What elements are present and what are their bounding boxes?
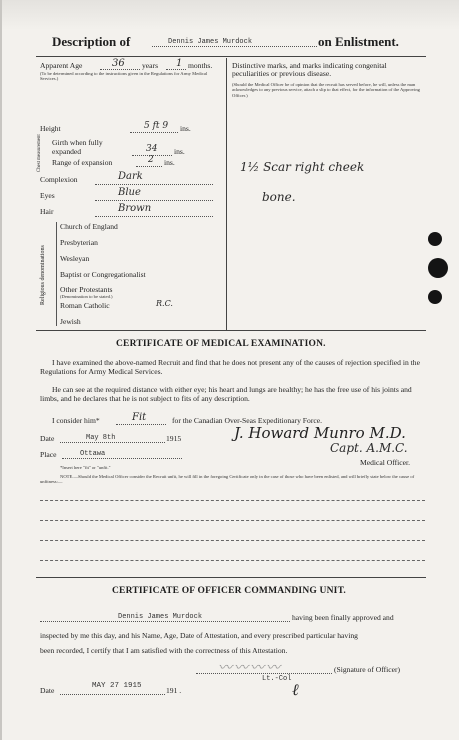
officer-initial-mark: ℓ: [292, 680, 299, 699]
officer-line-2: inspected by me this day, and his Name, Age, Date of Attestation, and every prescribed particular having: [40, 631, 358, 640]
hair-label: Hair: [40, 207, 54, 216]
medical-note: NOTE.—Should the Medical Officer consider the Recruit unfit, he will fill in the foregoing Certificate only in the case of those who have been enlisted, and will briefly state below the cause of unfitness:—: [40, 474, 415, 485]
apparent-age-label: Apparent Age: [40, 61, 83, 70]
section-rule-1: [36, 330, 426, 331]
punch-hole-1: [428, 232, 442, 246]
officer-signature-scrawl: 〰〰〰〰: [218, 660, 282, 676]
medical-date-label: Date: [40, 434, 55, 443]
header-rule: [36, 56, 426, 57]
medical-place-label: Place: [40, 450, 57, 459]
header-name: Dennis James Murdock: [168, 38, 253, 46]
girth-label: Girth when fully expanded: [52, 138, 103, 156]
years-label: years: [142, 61, 159, 70]
medical-officer-label: Medical Officer.: [360, 458, 411, 467]
eyes-label: Eyes: [40, 191, 55, 200]
medical-place-value: Ottawa: [80, 450, 106, 458]
height-line: [130, 132, 178, 133]
hair-line: [95, 216, 213, 217]
consider-prefix: I consider him*: [52, 416, 100, 425]
religion-church-of-england: Church of England: [60, 222, 118, 231]
unfitness-line-2: [40, 520, 425, 521]
officer-signature-line: [196, 673, 332, 674]
medical-signature: J. Howard Munro M.D.: [234, 424, 406, 442]
officer-line-3: been recorded, I certify that I am satisfied with the correctness of this Attestation.: [40, 646, 288, 655]
religion-wesleyan: Wesleyan: [60, 254, 90, 263]
officer-rank: Lt.-Col: [262, 675, 292, 683]
religion-presbyterian: Presbyterian: [60, 238, 98, 247]
age-months-line: [166, 69, 186, 70]
complexion-value: Dark: [118, 171, 143, 182]
officer-name-line: [40, 621, 290, 622]
complexion-line: [95, 184, 213, 185]
range-unit: ins.: [164, 158, 175, 167]
medical-date-value: May 8th: [86, 434, 116, 442]
eyes-value: Blue: [118, 187, 141, 198]
age-note: (To be determined according to the instructions given in the Regulations for Army Medical Services.): [40, 71, 208, 82]
range-line: [136, 166, 162, 167]
fit-value: Fit: [132, 412, 147, 423]
complexion-label: Complexion: [40, 175, 78, 184]
unfitness-line-1: [40, 500, 425, 501]
medical-date-line: [60, 442, 165, 443]
eyes-line: [95, 200, 213, 201]
height-value: 5 ft 9: [144, 121, 169, 131]
chest-label: Chest measurement: [37, 134, 42, 172]
religion-other-protestants: Other Protestants: [60, 285, 113, 294]
officer-date-line: [60, 694, 165, 695]
religion-roman-catholic: Roman Catholic: [60, 301, 110, 310]
months-label: months.: [188, 61, 213, 70]
medical-year-value: 1915: [166, 434, 182, 443]
header-name-line: [152, 46, 317, 47]
punch-hole-3: [428, 290, 442, 304]
range-label: Range of expansion: [52, 158, 113, 167]
medical-place-line: [62, 458, 182, 459]
age-months-value: 1: [176, 58, 183, 69]
officer-line-1-suffix: having been finally approved and: [292, 613, 394, 622]
height-label: Height: [40, 124, 61, 133]
officer-name: Dennis James Murdock: [118, 613, 203, 621]
religion-mark: R.C.: [156, 299, 173, 308]
age-years-value: 36: [112, 58, 125, 69]
header-title-right: on Enlistment.: [318, 34, 399, 49]
religion-denomination-note: (Denomination to be stated.): [60, 294, 113, 299]
medical-rank-signature: Capt. A.M.C.: [330, 441, 408, 455]
medical-footnote-star: *Insert here "fit" or "unfit.": [60, 465, 111, 470]
girth-unit: ins.: [174, 147, 185, 156]
religion-bracket: [56, 222, 57, 326]
officer-year-suffix: 191 .: [166, 686, 182, 695]
page-edge: [0, 0, 2, 740]
marks-heading: Distinctive marks, and marks indicating congenital peculiarities or previous disease.: [232, 61, 387, 78]
medical-para-2: He can see at the required distance with either eye; his heart and lungs are healthy; he has the free use of his joints and limbs, and he declares that he is not subject to fits of any description.: [40, 385, 412, 403]
religion-baptist: Baptist or Congregationalist: [60, 270, 146, 279]
officer-date-label: Date: [40, 686, 55, 695]
header-title-left: Description of: [52, 34, 131, 49]
marks-line-1: 1½ Scar right cheek: [240, 160, 365, 174]
unfitness-line-4: [40, 560, 425, 561]
girth-value: 34: [146, 144, 158, 154]
hair-value: Brown: [118, 203, 152, 214]
officer-date-stamp: MAY 27 1915: [92, 682, 142, 690]
marks-note: (Should the Medical Officer be of opinion that the recruit has served before, he will, unless the man acknowledges to any previous service, attach a slip to that effect, for the information of the Approving Officer.): [232, 82, 420, 98]
marks-line-2: bone.: [262, 190, 296, 204]
section-rule-2: [36, 577, 426, 578]
religion-jewish: Jewish: [60, 317, 81, 326]
officer-heading: CERTIFICATE OF OFFICER COMMANDING UNIT.: [112, 586, 346, 596]
height-unit: ins.: [180, 124, 191, 133]
punch-hole-2: [428, 258, 448, 278]
officer-signature-label: (Signature of Officer): [334, 665, 401, 674]
medical-heading: CERTIFICATE OF MEDICAL EXAMINATION.: [116, 339, 326, 349]
age-years-line: [100, 69, 140, 70]
column-divider: [226, 58, 227, 330]
unfitness-line-3: [40, 540, 425, 541]
religion-label: Religious denominations: [40, 245, 46, 305]
medical-para-1: I have examined the above-named Recruit and find that he does not present any of the causes of rejection specified in the Regulations for Army Medical Services.: [40, 358, 420, 376]
fit-line: [116, 424, 166, 425]
consider-suffix: for the Canadian Over-Seas Expeditionary Force.: [172, 416, 322, 425]
range-value: 2: [148, 155, 154, 165]
top-edge-noise: [0, 0, 459, 30]
